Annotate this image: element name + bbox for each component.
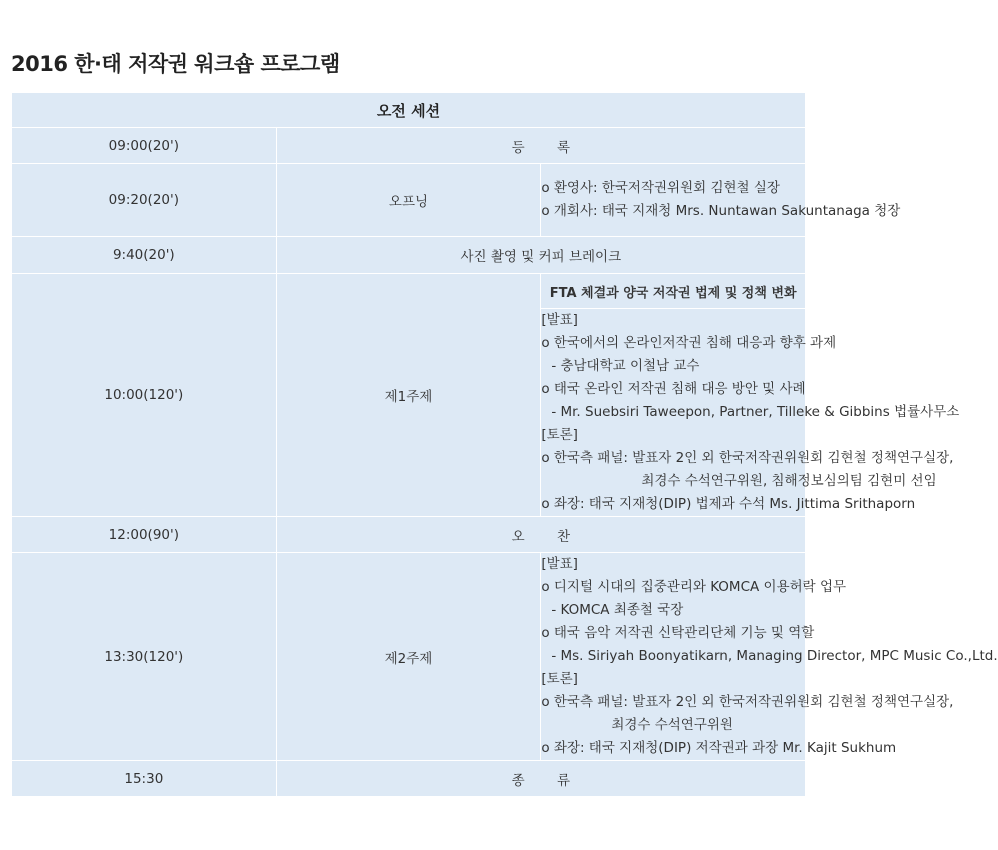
time-cell: 09:20(20') — [12, 164, 277, 237]
table-row — [12, 761, 806, 797]
topic-subheader: FTA 체결과 양국 저작권 법제 및 정책 변화 — [541, 274, 806, 309]
list-item: o 디지털 시대의 집중관리와 KOMCA 이용허락 업무 — [541, 579, 847, 595]
list-item: - 충남대학교 이철남 교수 — [551, 358, 700, 374]
list-item: [토론] — [541, 671, 578, 687]
topic-cell: 제1주제 — [276, 274, 541, 517]
time-cell: 13:30(120') — [12, 553, 277, 761]
list-item: 최경수 수석연구위원, 침해정보심의팀 김현미 선임 — [641, 473, 937, 489]
list-item: o 개회사: 태국 지재청 Mrs. Nuntawan Sakuntanaga 청장 — [541, 203, 901, 219]
list-item: o 한국에서의 온라인저작권 침해 대응과 향후 과제 — [541, 335, 837, 351]
table-row — [12, 237, 806, 274]
table-row — [12, 517, 806, 553]
list-item: o 태국 음악 저작권 신탁관리단체 기능 및 역할 — [541, 625, 815, 641]
list-item: o 한국측 패널: 발표자 2인 외 한국저작권위원회 김현철 정책연구실장, — [541, 450, 954, 466]
table-row — [12, 274, 806, 309]
content-cell — [541, 164, 901, 237]
topic-cell: 제2주제 — [276, 553, 541, 761]
content-cell: 사진 촬영 및 커피 브레이크 — [276, 237, 805, 274]
list-item: [발표] — [541, 312, 578, 328]
list-item: 최경수 수석연구위원 — [611, 717, 733, 733]
page-title: 2016 한·태 저작권 워크숍 프로그램 — [11, 52, 340, 76]
list-item: o 좌장: 태국 지재청(DIP) 법제과 수석 Ms. Jittima Srithaporn — [541, 496, 916, 512]
list-item: o 한국측 패널: 발표자 2인 외 한국저작권위원회 김현철 정책연구실장, — [541, 694, 954, 710]
content-cell: 종 류 — [276, 761, 805, 797]
time-cell: 09:00(20') — [12, 128, 277, 164]
time-cell: 15:30 — [12, 761, 277, 797]
topic-cell: 오프닝 — [276, 164, 541, 237]
list-item: [발표] — [541, 556, 578, 572]
list-item: - Mr. Suebsiri Taweepon, Partner, Tilleke & Gibbins 법률사무소 — [551, 404, 960, 420]
content-cell — [541, 553, 998, 761]
list-item: - KOMCA 최종철 국장 — [551, 602, 684, 618]
table-row — [12, 128, 806, 164]
list-item: - Ms. Siriyah Boonyatikarn, Managing Director, MPC Music Co.,Ltd. — [551, 648, 998, 664]
list-item: o 환영사: 한국저작권위원회 김현철 실장 — [541, 180, 780, 196]
table-row — [12, 164, 806, 237]
content-cell — [541, 309, 960, 517]
time-cell: 9:40(20') — [12, 237, 277, 274]
time-cell: 10:00(120') — [12, 274, 277, 517]
time-cell: 12:00(90') — [12, 517, 277, 553]
list-item: [토론] — [541, 427, 578, 443]
program-table — [11, 92, 998, 797]
content-cell: 오 찬 — [276, 517, 805, 553]
table-row — [12, 553, 806, 761]
session-header: 오전 세션 — [12, 93, 806, 128]
content-cell: 등 록 — [276, 128, 805, 164]
list-item: o 좌장: 태국 지재청(DIP) 저작권과 과장 Mr. Kajit Sukhum — [541, 740, 897, 756]
list-item: o 태국 온라인 저작권 침해 대응 방안 및 사례 — [541, 381, 806, 397]
